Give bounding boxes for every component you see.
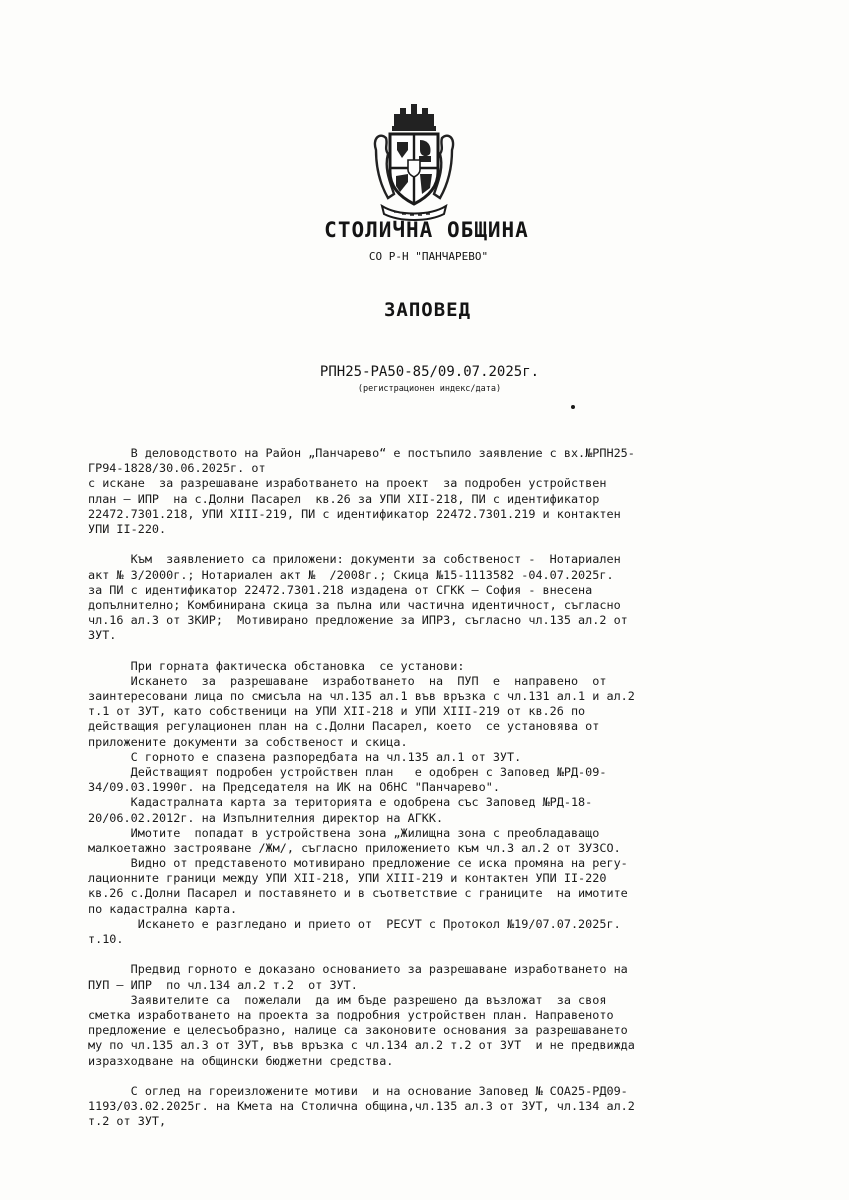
body-line: предложение е целесъобразно, налице са законовите основания за разрешаването bbox=[88, 1023, 628, 1038]
body-line: Искането за разрешаване изработването на ПУП е направено от bbox=[88, 673, 607, 688]
body-line: приложените документи за собственост и скица. bbox=[88, 734, 408, 749]
registration-caption: (регистрационен индекс/дата) bbox=[357, 384, 502, 394]
ink-dot bbox=[571, 405, 575, 409]
body-line: Кадастралната карта за територията е одобрена със Заповед №РД-18- bbox=[88, 795, 593, 810]
paragraph-gap bbox=[88, 643, 738, 658]
body-line: 22472.7301.218, УПИ XIII-219, ПИ с идентификатор 22472.7301.219 и контактен bbox=[88, 506, 621, 521]
body-line: т.10. bbox=[88, 932, 124, 946]
body-line: изразходване на общински бюджетни средства. bbox=[88, 1053, 394, 1068]
body-line: акт № 3/2000г.; Нотариален акт № /2008г.; Скица №15-1113582 -04.07.2025г. bbox=[88, 567, 614, 582]
body-line: допълнително; Комбинирана скица за пълна или частична идентичност, съгласно bbox=[88, 597, 621, 612]
body-line: Заявителите са пожелали да им бъде разрешено да възложат за своя bbox=[88, 992, 607, 1007]
body-line: т.2 от ЗУТ, bbox=[88, 1114, 167, 1129]
body-line: Видно от представеното мотивирано предложение се иска промяна на регу- bbox=[88, 856, 628, 871]
body-line: ПУП – ИПР по чл.134 ал.2 т.2 от ЗУТ. bbox=[88, 977, 358, 992]
body-line: Имотите попадат в устройствена зона „Жилищна зона с преобладаващо bbox=[88, 825, 600, 840]
body-line: 34/09.03.1990г. на Председателя на ИК на ОбНС "Панчарево". bbox=[88, 780, 500, 795]
body-line: за ПИ с идентификатор 22472.7301.218 издадена от СГКК – София - внесена bbox=[88, 582, 593, 597]
paragraph-gap bbox=[88, 1069, 738, 1084]
body-line: ЗУТ. bbox=[88, 628, 117, 643]
organization-name: СТОЛИЧНА ОБЩИНА bbox=[324, 218, 529, 242]
body-line: 20/06.02.2012г. на Изпълнителния директор на АГКК. bbox=[88, 810, 444, 825]
body-line: с искане за разрешаване изработването на проект за подробен устройствен bbox=[88, 476, 607, 491]
body-line: лационните граници между УПИ XII-218, УПИ XIII-219 и контактен УПИ II-220 bbox=[88, 871, 607, 886]
body-line: В деловодството на Район „Панчарево“ е постъпило заявление с вх.№РПН25- bbox=[88, 446, 635, 460]
body-line: С оглед на гореизложените мотиви и на основание Заповед № СОА25-РД09- bbox=[88, 1083, 628, 1098]
registration-number: РПН25-РА50-85/09.07.2025г. bbox=[319, 364, 540, 380]
body-line: чл.16 ал.3 от ЗКИР; Мотивирано предложение за ИПРЗ, съгласно чл.135 ал.2 от bbox=[88, 613, 628, 628]
body-line: Действащият подробен устройствен план е одобрен с Заповед №РД-09- bbox=[88, 764, 607, 779]
body-line: При горната фактическа обстановка се установи: bbox=[88, 658, 465, 673]
body-line: С горното е спазена разпоредбата на чл.135 ал.1 от ЗУТ. bbox=[88, 749, 522, 764]
body-line: Към заявлението са приложени: документи за собственост - Нотариален bbox=[88, 552, 621, 567]
body-line: УПИ II-220. bbox=[88, 521, 167, 536]
body-line: действащия регулационен план на с.Долни Пасарел, което се установява от bbox=[88, 719, 600, 734]
paragraph-gap bbox=[88, 537, 738, 552]
paragraph-gap bbox=[88, 947, 738, 962]
body-line: Предвид горното е доказано основанието за разрешаване изработването на bbox=[88, 962, 628, 977]
body-line: по кадастрална карта. bbox=[88, 901, 238, 916]
order-body-text bbox=[88, 446, 738, 1129]
body-line: Искането е разгледано и прието от РЕСУТ с Протокол №19/07.07.2025г. bbox=[88, 916, 621, 931]
body-line: малкоетажно застрояване /Жм/, съгласно приложението към чл.3 ал.2 от ЗУЗСО. bbox=[88, 840, 621, 855]
body-line: кв.26 с.Долни Пасарел и поставянето и в съответствие с границите на имотите bbox=[88, 886, 628, 901]
body-line: т.1 от ЗУТ, като собственици на УПИ XII-218 и УПИ XIII-219 от кв.26 по bbox=[88, 704, 586, 719]
body-line: 1193/03.02.2025г. на Кмета на Столична община,чл.135 ал.3 от ЗУТ, чл.134 ал.2 bbox=[88, 1099, 635, 1114]
body-line: сметка изработването на проекта за подробния устройствен план. Направеното bbox=[88, 1007, 614, 1022]
district-name: СО Р-Н "ПАНЧАРЕВО" bbox=[368, 250, 489, 263]
body-line: заинтересовани лица по смисъла на чл.135 ал.1 във връзка с чл.131 ал.1 и ал.2 bbox=[88, 689, 635, 703]
body-line: ГР94-1828/30.06.2025г. от bbox=[88, 461, 266, 476]
document-title: ЗАПОВЕД bbox=[383, 299, 472, 321]
body-line: му по чл.135 ал.3 от ЗУТ, във връзка с чл.134 ал.2 т.2 от ЗУТ и не предвижда bbox=[88, 1038, 635, 1053]
sofia-coat-of-arms-icon bbox=[364, 98, 464, 226]
body-line: план – ИПР на с.Долни Пасарел кв.26 за УПИ XII-218, ПИ с идентификатор bbox=[88, 491, 600, 506]
